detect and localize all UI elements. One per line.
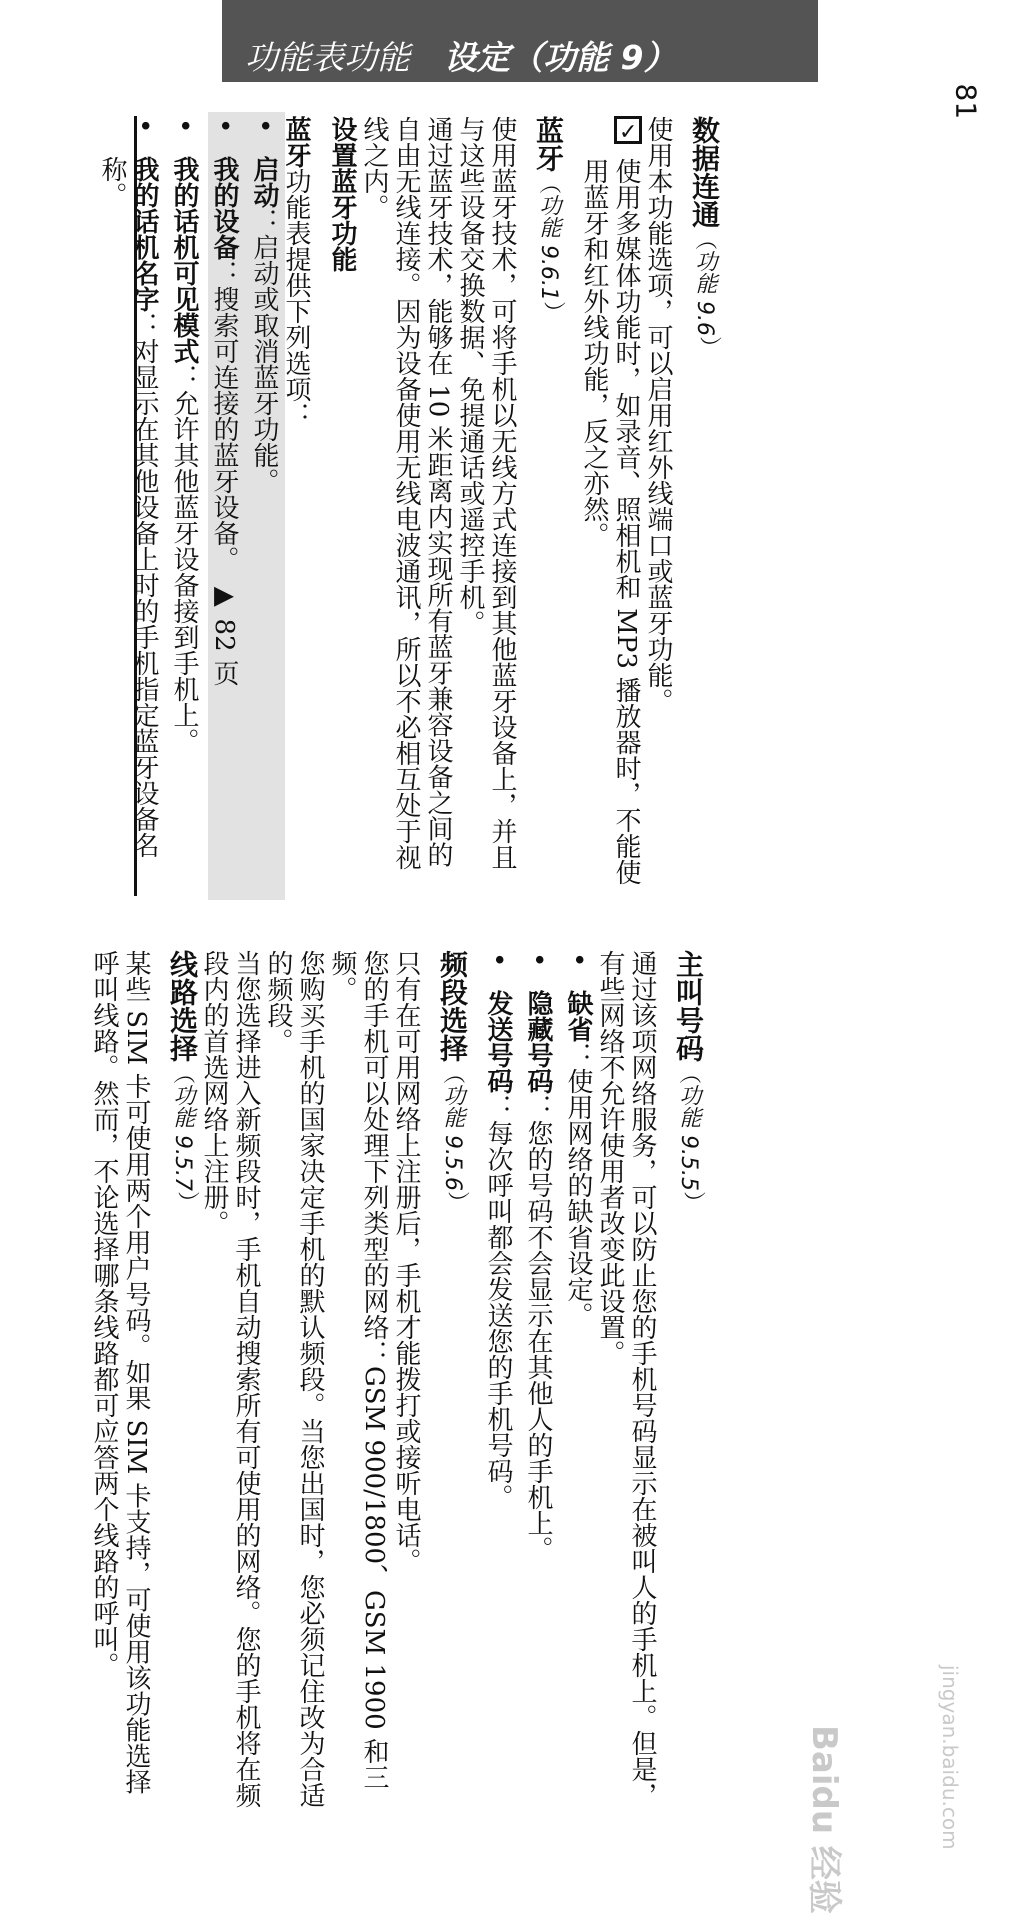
list-item: • 我的话机可见模式：允许其他蓝牙设备接到手机上。 [168, 116, 200, 896]
header-section: 设定（功能 9） [444, 38, 677, 77]
list-item: • 发送号码：每次呼叫都会发送您的手机号码。 [482, 950, 514, 1835]
paragraph: 通过蓝牙技术，能够在 10 米距离内实现所有蓝牙兼容设备之间的自由无线连接。因为设备使用无线电波通讯，所以不必相互处于视线之内。 [359, 116, 453, 870]
heading-data-connectivity: 数据连通（功能 9.6） [688, 116, 721, 358]
list-item: • 启动：启动或取消蓝牙功能。 [248, 116, 280, 896]
paragraph: 只有在可用网络上注册后，手机才能拨打或接听电话。 [391, 950, 421, 1574]
checkbox-note-icon [614, 116, 642, 144]
column-network-settings [88, 950, 704, 1835]
watermark-url: jingyan.baidu.com [938, 1665, 962, 1850]
paragraph: 使用蓝牙技术，可将手机以无线方式连接到其他蓝牙设备上，并且与这些设备交换数据、免提通话或遥控手机。 [455, 116, 517, 870]
heading-caller-id: 主叫号码（功能 9.5.5） [672, 950, 705, 1213]
caller-id-options-list [482, 950, 594, 1835]
heading-line-selection: 线路选择（功能 9.5.7） [166, 950, 199, 1213]
page-number: 81 [949, 83, 983, 120]
heading-bluetooth: 蓝牙（功能 9.6.1） [532, 116, 565, 323]
paragraph: 通过该项网络服务，可以防止您的手机号码显示在被叫人的手机上。但是，有些网络不允许使用者改变此设置。 [595, 950, 657, 1808]
watermark-logo: Baidu 经验 [804, 1725, 844, 1914]
paragraph: 您的手机可以处理下列类型的网络：GSM 900/1800、GSM 1900 和三频。 [327, 950, 389, 1790]
paragraph: 蓝牙功能表提供下列选项： [281, 116, 311, 428]
baidu-watermark [804, 1645, 1012, 1914]
note-text: 使用多媒体功能时，如录音、照相机和 MP3 播放器时，不能使用蓝牙和红外线功能，反之亦然。 [579, 158, 641, 886]
paragraph: 您购买手机的国家决定手机的默认频段。当您出国时，您必须记住改为合适的频段。 [263, 950, 325, 1808]
paragraph: 当您选择进入新频段时，手机自动搜索所有可使用的网络。您的手机将在频段内的首选网络上注册。 [199, 950, 261, 1808]
list-item: • 缺省：使用网络的缺省设定。 [562, 950, 594, 1835]
list-item: • 隐藏号码：您的号码不会显示在其他人的手机上。 [522, 950, 554, 1835]
note-block [578, 116, 642, 896]
list-item: • 我的设备：搜索可连接的蓝牙设备。 ▶ 82 页 [208, 116, 240, 896]
list-item: • 我的话机名字：对显示在其他设备上时的手机指定蓝牙设备名称。 [96, 116, 160, 896]
heading-band-selection: 频段选择（功能 9.5.6） [436, 950, 469, 1213]
paragraph: 使用本功能选项，可以启用红外线端口或蓝牙功能。 [643, 116, 673, 714]
heading-bluetooth-setup: 设置蓝牙功能 [327, 116, 357, 272]
running-header [245, 32, 676, 79]
column-data-connectivity [88, 116, 720, 896]
bluetooth-options-list [96, 116, 280, 896]
paragraph: 某些 SIM 卡可使用两个用户号码。如果 SIM 卡支持，可使用该功能选择呼叫线路。然而，不论选择哪条线路都可应答两个线路的呼叫。 [89, 950, 151, 1795]
header-title: 功能表功能 [245, 38, 410, 77]
